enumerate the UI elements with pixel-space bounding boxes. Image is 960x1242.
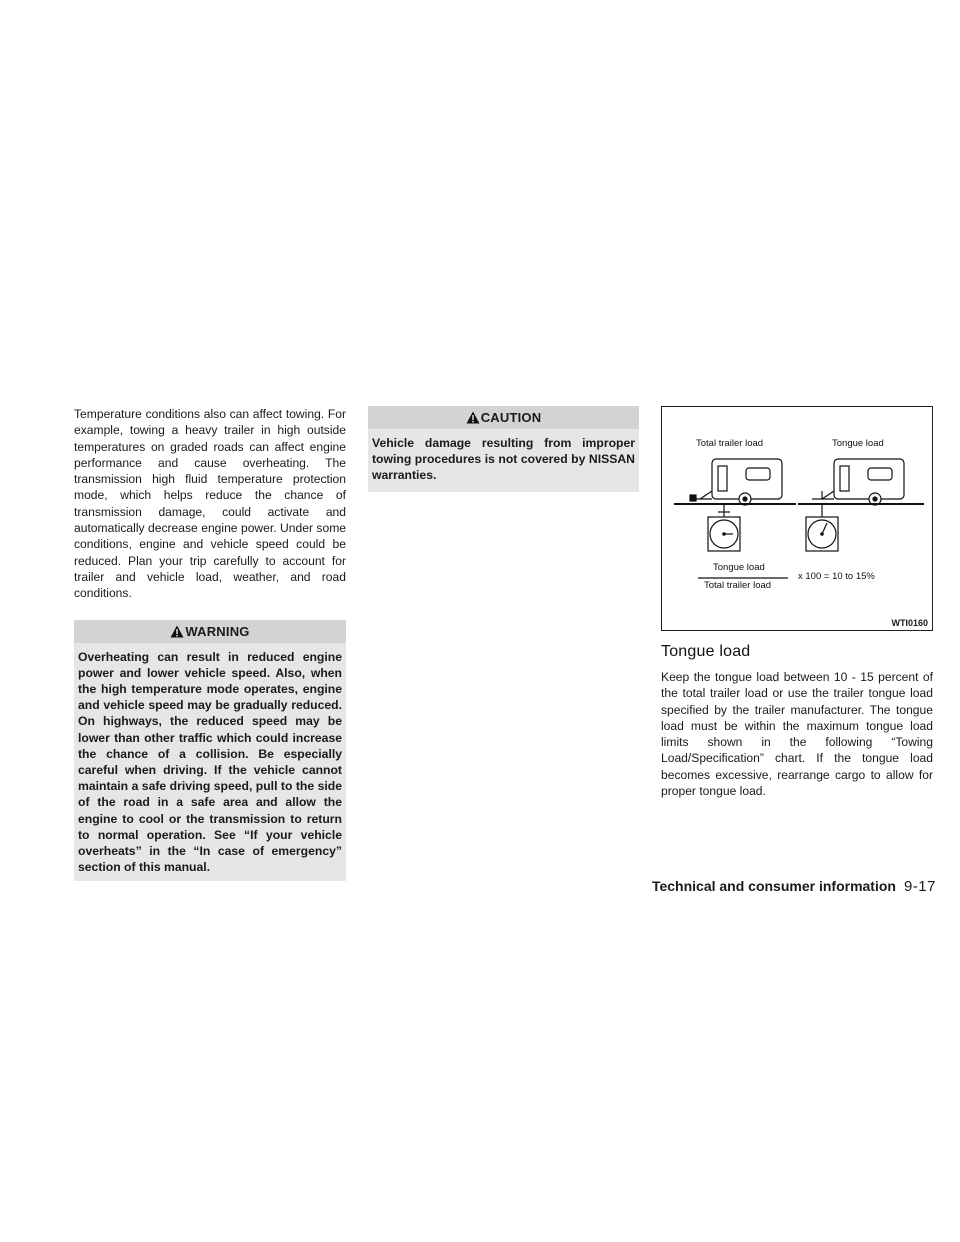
caution-text: Vehicle damage resulting from improper towing procedures is not covered by NISSAN warranties. (372, 436, 635, 483)
section-title: Tongue load (661, 643, 751, 660)
right-trailer-icon (812, 459, 904, 505)
warning-box (74, 620, 346, 882)
warning-triangle-icon (170, 622, 184, 645)
intro-paragraph: Temperature conditions also can affect towing. For example, towing a heavy trailer in high outside temperatures on graded roads can affect engine performance and cause overheating. The transmission high fluid temperature protection mode, which helps reduce the chance of transmission damage, could activate and automatically decrease engine power. Under some conditions, engine and vehicle speed could be reduced. Plan your trip carefully to account for trailer and vehicle load, weather, and road conditions. (74, 407, 346, 601)
footer-section-name: Technical and consumer information (651, 878, 896, 894)
warning-text: Overheating can result in reduced engine power and lower vehicle speed. Also, when the high temperature mode operates, engine and vehicle speed may be gradually reduced. On highways, the reduced speed may be lower than other traffic which could increase the chance of a collision. Be especially careful when driving. If the vehicle cannot maintain a safe driving speed, pull to the side of the road in a safe area and allow the engine to cool or the transmission to return to normal operation. See “If your vehicle overheats” in the “In case of emergency” section of this manual. (78, 649, 342, 875)
warning-title: WARNING (185, 623, 250, 639)
page-number: 9-17 (903, 878, 936, 895)
fraction-denominator: Total trailer load (704, 580, 772, 591)
tongue-load-figure (661, 406, 933, 631)
left-trailer-icon (690, 459, 782, 505)
column-left (74, 406, 346, 881)
warning-header (74, 620, 346, 643)
left-scale-icon (708, 504, 740, 551)
caution-triangle-icon (466, 408, 480, 431)
column-right (661, 406, 933, 799)
column-middle (368, 406, 639, 492)
total-trailer-load-label: Total trailer load (696, 438, 764, 449)
right-scale-icon (806, 504, 838, 551)
caution-box (368, 406, 639, 492)
caution-title: CAUTION (480, 410, 542, 425)
tongue-load-label: Tongue load (832, 438, 884, 449)
formula-result: x 100 = 10 to 15% (798, 571, 875, 582)
page-footer (610, 878, 936, 895)
figure-code: WTI0160 (891, 618, 928, 628)
fraction-numerator: Tongue load (713, 562, 765, 573)
tongue-load-paragraph: Keep the tongue load between 10 - 15 percent of the total trailer load or use the trailer tongue load specified by the trailer manufacturer. The tongue load must be within the maximum tongue load limits shown in the following “Towing Load/Specification” chart. If the tongue load becomes excessive, rearrange cargo to allow for proper tongue load. (661, 670, 933, 799)
caution-header (368, 406, 639, 429)
